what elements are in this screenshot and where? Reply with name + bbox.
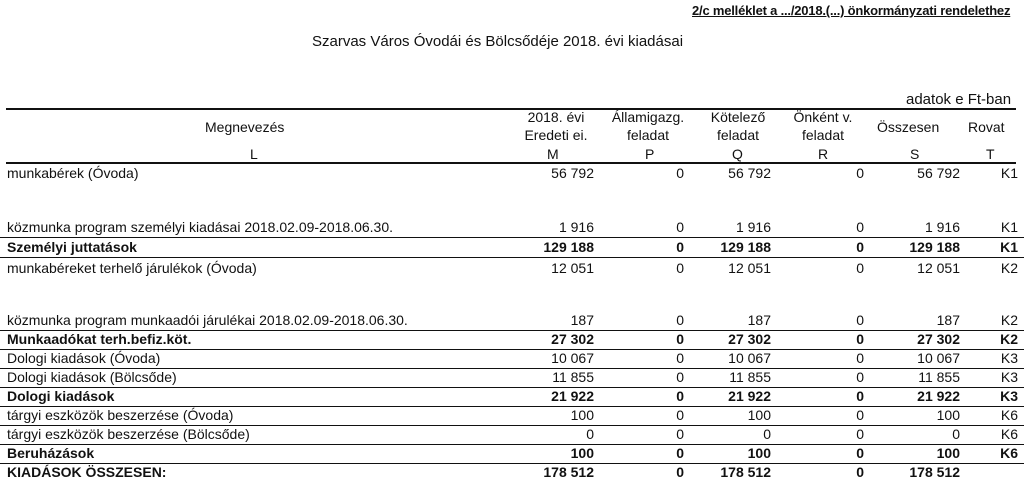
- cell-rovat: K2: [1000, 312, 1018, 328]
- cell-original: 178 512: [543, 464, 594, 480]
- cell-rovat: K6: [1000, 407, 1018, 423]
- cell-original: 12 051: [551, 260, 594, 276]
- cell-total: 187: [936, 312, 960, 328]
- table-row: [0, 238, 1024, 258]
- cell-state: 0: [676, 312, 684, 328]
- col-letter-t: T: [986, 146, 995, 162]
- cell-voluntary: 0: [856, 445, 864, 461]
- table-row: [0, 444, 1024, 464]
- row-label: tárgyi eszközök beszerzése (Óvoda): [7, 407, 234, 423]
- col-letter-q: Q: [732, 146, 743, 162]
- cell-original: 100: [570, 407, 594, 423]
- cell-original: 10 067: [551, 350, 594, 366]
- cell-mandatory: 56 792: [728, 165, 771, 181]
- table-row: [0, 311, 1024, 331]
- cell-original: 100: [570, 445, 594, 461]
- cell-original: 27 302: [551, 331, 594, 347]
- cell-rovat: K6: [1000, 426, 1018, 442]
- cell-mandatory: 178 512: [720, 464, 771, 480]
- table-row: [0, 259, 1024, 278]
- cell-state: 0: [676, 331, 684, 347]
- cell-state: 0: [676, 464, 684, 480]
- cell-mandatory: 0: [763, 426, 771, 442]
- col-header-original-line2: Eredeti ei.: [524, 127, 588, 143]
- row-label: Munkaadókat terh.befiz.köt.: [7, 331, 192, 347]
- col-header-state-line1: Államigazg.: [611, 109, 685, 125]
- cell-rovat: K6: [1000, 445, 1018, 461]
- cell-mandatory: 100: [747, 407, 771, 423]
- cell-rovat: K3: [1000, 350, 1018, 366]
- cell-original: 187: [570, 312, 594, 328]
- cell-original: 21 922: [551, 388, 594, 404]
- cell-voluntary: 0: [856, 165, 864, 181]
- cell-total: 1 916: [924, 219, 960, 235]
- cell-total: 178 512: [909, 464, 960, 480]
- table-row: [0, 368, 1024, 388]
- row-label: közmunka program munkaadói járulékai 2018.02.09-2018.06.30.: [7, 312, 408, 328]
- col-header-original-line1: 2018. évi: [527, 109, 585, 125]
- col-header-original: [511, 109, 601, 143]
- cell-rovat: K3: [1000, 369, 1018, 385]
- cell-mandatory: 10 067: [728, 350, 771, 366]
- cell-state: 0: [676, 426, 684, 442]
- row-label: Dologi kiadások (Óvoda): [7, 350, 161, 366]
- cell-state: 0: [676, 219, 684, 235]
- row-label: Személyi juttatások: [7, 239, 137, 255]
- col-letter-r: R: [818, 146, 829, 162]
- cell-state: 0: [676, 445, 684, 461]
- cell-original: 1 916: [558, 219, 594, 235]
- cell-voluntary: 0: [856, 388, 864, 404]
- cell-mandatory: 12 051: [728, 260, 771, 276]
- cell-rovat: K1: [1000, 239, 1018, 255]
- row-label: KIADÁSOK ÖSSZESEN:: [7, 464, 167, 480]
- cell-mandatory: 1 916: [735, 219, 771, 235]
- cell-rovat: K2: [1000, 260, 1018, 276]
- page-title: Szarvas Város Óvodái és Bölcsődéje 2018. évi kiadásai: [312, 33, 684, 50]
- cell-original: 56 792: [551, 165, 594, 181]
- cell-original: 129 188: [543, 239, 594, 255]
- cell-original: 11 855: [552, 369, 594, 385]
- col-header-voluntary-line1: Önként v.: [793, 109, 853, 125]
- table-row: [0, 164, 1024, 183]
- cell-rovat: K2: [1000, 331, 1018, 347]
- cell-total: 0: [952, 426, 960, 442]
- cell-state: 0: [676, 388, 684, 404]
- table-row: [0, 425, 1024, 445]
- cell-total: 12 051: [917, 260, 960, 276]
- cell-voluntary: 0: [856, 239, 864, 255]
- col-header-state: [600, 109, 696, 143]
- cell-total: 27 302: [917, 331, 960, 347]
- cell-rovat: K3: [1000, 388, 1018, 404]
- annex-reference: 2/c melléklet a .../2018.(...) önkormányzati rendelethez: [692, 3, 1011, 18]
- units-note: adatok e Ft-ban: [906, 91, 1012, 108]
- cell-mandatory: 129 188: [720, 239, 771, 255]
- row-label: munkabérek (Óvoda): [7, 165, 139, 181]
- col-header-mandatory-line2: feladat: [716, 127, 760, 143]
- col-header-total: Összesen: [877, 119, 940, 135]
- col-header-mandatory: [693, 109, 783, 143]
- row-label: Beruházások: [7, 445, 95, 461]
- cell-state: 0: [676, 350, 684, 366]
- cell-voluntary: 0: [856, 464, 864, 480]
- col-header-rovat: Rovat: [968, 119, 1005, 135]
- row-label: munkabéreket terhelő járulékok (Óvoda): [7, 260, 257, 276]
- cell-voluntary: 0: [856, 426, 864, 442]
- row-label: tárgyi eszközök beszerzése (Bölcsőde): [7, 426, 250, 442]
- cell-total: 56 792: [917, 165, 960, 181]
- col-header-mandatory-line1: Kötelező: [710, 109, 766, 125]
- cell-original: 0: [586, 426, 594, 442]
- cell-mandatory: 11 855: [729, 369, 771, 385]
- cell-mandatory: 27 302: [728, 331, 771, 347]
- cell-mandatory: 21 922: [728, 388, 771, 404]
- cell-state: 0: [676, 165, 684, 181]
- cell-voluntary: 0: [856, 407, 864, 423]
- col-letter-p: P: [645, 146, 655, 162]
- cell-rovat: K1: [1000, 219, 1018, 235]
- table-row: [0, 406, 1024, 426]
- cell-voluntary: 0: [856, 312, 864, 328]
- col-header-name: Megnevezés: [205, 119, 285, 135]
- col-letter-m: M: [547, 146, 559, 162]
- table-row: [0, 349, 1024, 369]
- col-letter-l: L: [250, 146, 258, 162]
- cell-total: 100: [936, 445, 960, 461]
- cell-state: 0: [676, 260, 684, 276]
- cell-state: 0: [676, 239, 684, 255]
- row-label: Dologi kiadások (Bölcsőde): [7, 369, 177, 385]
- cell-voluntary: 0: [856, 350, 864, 366]
- cell-total: 11 855: [918, 369, 960, 385]
- row-label: Dologi kiadások: [7, 388, 115, 404]
- cell-mandatory: 187: [747, 312, 771, 328]
- cell-voluntary: 0: [856, 260, 864, 276]
- table-row-grand-total: [0, 463, 1024, 482]
- col-header-voluntary: [783, 109, 863, 143]
- cell-total: 129 188: [909, 239, 960, 255]
- col-header-state-line2: feladat: [626, 127, 670, 143]
- table-row: [0, 218, 1024, 238]
- row-label: közmunka program személyi kiadásai 2018.02.09-2018.06.30.: [7, 219, 394, 235]
- cell-rovat: K1: [1000, 165, 1018, 181]
- cell-total: 100: [936, 407, 960, 423]
- cell-total: 21 922: [917, 388, 960, 404]
- cell-mandatory: 100: [747, 445, 771, 461]
- col-letter-s: S: [910, 146, 920, 162]
- table-row: [0, 387, 1024, 407]
- cell-voluntary: 0: [856, 331, 864, 347]
- cell-total: 10 067: [917, 350, 960, 366]
- cell-state: 0: [676, 407, 684, 423]
- cell-voluntary: 0: [856, 219, 864, 235]
- table-row: [0, 330, 1024, 350]
- col-header-voluntary-line2: feladat: [801, 127, 845, 143]
- cell-state: 0: [676, 369, 684, 385]
- cell-voluntary: 0: [856, 369, 864, 385]
